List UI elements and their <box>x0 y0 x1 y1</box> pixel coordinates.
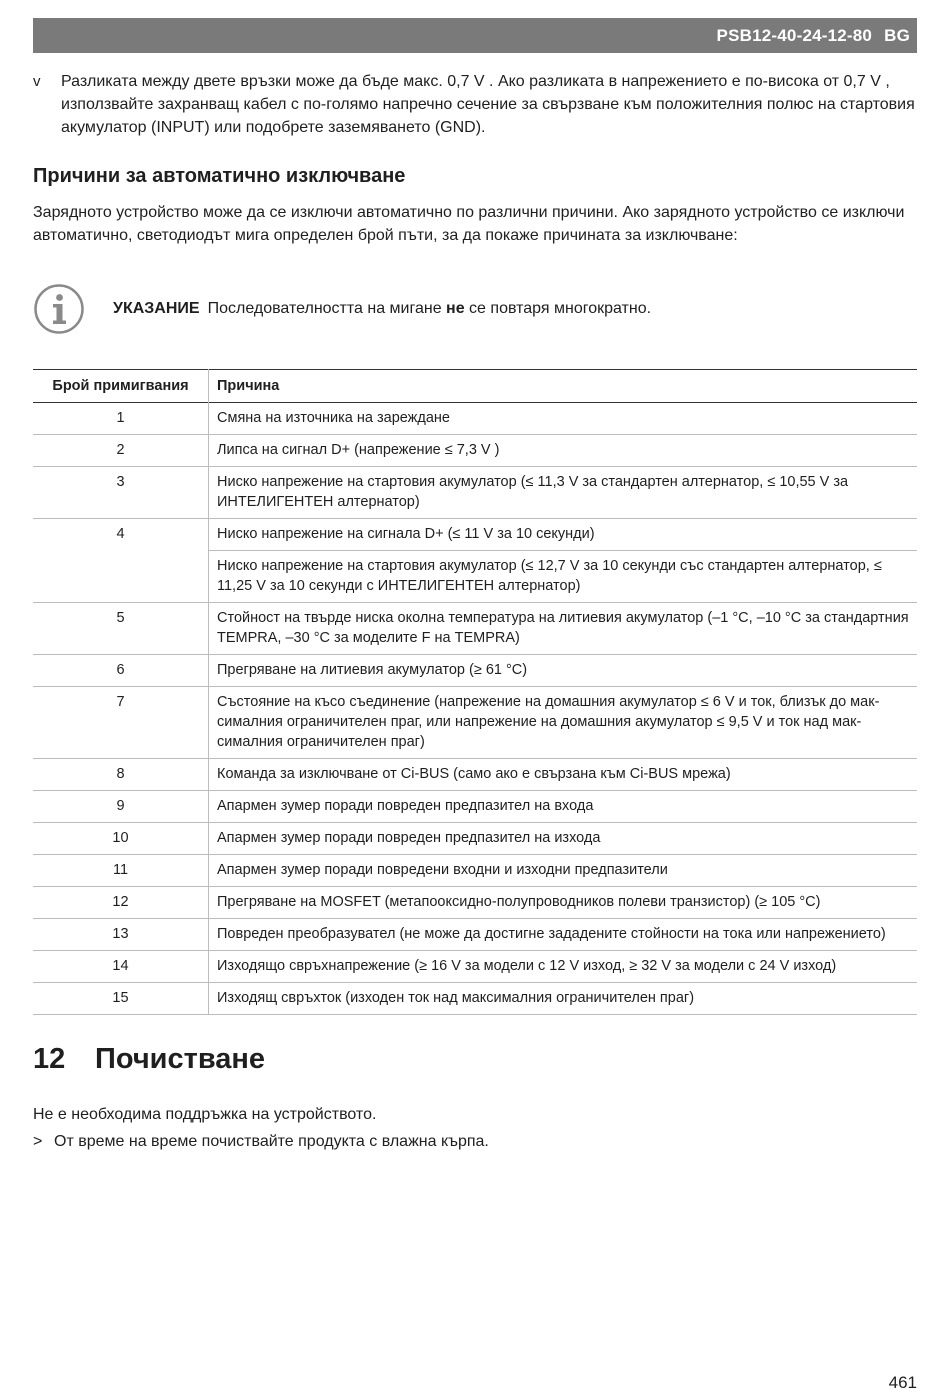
cause: Апармен зумер поради повредени входни и изходни предпазители <box>209 855 918 887</box>
blink-count: 5 <box>33 603 209 655</box>
cause: Ниско напрежение на стартовия акумулатор (≤ 11,3 V за стандартен алтернатор, ≤ 10,55 V за ИНТЕЛИГЕНТЕН алтернатор) <box>209 467 918 519</box>
table-row <box>33 759 917 791</box>
table-row <box>33 887 917 919</box>
subsection-title: Причини за автоматично изключване <box>33 165 406 187</box>
cause: Изходящо свръхнапрежение (≥ 16 V за модели с 12 V изход, ≥ 32 V за модели с 24 V изход) <box>209 951 918 983</box>
cause: Ниско напрежение на сигнала D+ (≤ 11 V за 10 секунди) <box>209 519 918 551</box>
model-number: PSB12-40-24-12-80 <box>716 25 873 45</box>
cause: Липса на сигнал D+ (напрежение ≤ 7,3 V ) <box>209 435 918 467</box>
cause: Стойност на твърде ниска околна температура на литиевия акумулатор (–1 °C, –10 °C за стандартния TEMPRA, –30 °C за моделите F на TEMPRA) <box>209 603 918 655</box>
blink-count: 6 <box>33 655 209 687</box>
page-number: 461 <box>888 1373 917 1392</box>
bullet-mark: v <box>33 73 41 90</box>
blink-count: 8 <box>33 759 209 791</box>
cause: Изходящ свръхток (изходен ток над максималния ограничителен праг) <box>209 983 918 1015</box>
note-text-after: се повтаря многократно. <box>464 300 652 317</box>
blink-count: 11 <box>33 855 209 887</box>
table-row <box>33 467 917 519</box>
blink-count: 14 <box>33 951 209 983</box>
blink-count: 7 <box>33 687 209 759</box>
blink-count: 1 <box>33 403 209 435</box>
cause: Прегряване на MOSFET (метапооксидно-полупроводников полеви транзистор) (≥ 105 °C) <box>209 887 918 919</box>
subsection-intro: Зарядното устройство може да се изключи автоматично по различни причини. Ако зарядното устройство се изключи автоматично, светодиодът мига определен брой пъти, за да покаже причината за изключване: <box>33 204 905 244</box>
bullet-item <box>33 70 917 139</box>
blink-count: 4 <box>33 519 209 603</box>
table-row <box>33 919 917 951</box>
step-mark: > <box>33 1133 43 1150</box>
table-row <box>33 519 917 551</box>
cause: Команда за изключване от Ci-BUS (само ако е свързана към Ci-BUS мрежа) <box>209 759 918 791</box>
section-heading <box>33 1041 917 1077</box>
note-box <box>33 281 917 337</box>
blink-count: 15 <box>33 983 209 1015</box>
table-row <box>33 983 917 1015</box>
note-text-before: Последователността на мигане <box>207 300 447 317</box>
table-row <box>33 603 917 655</box>
cause: Апармен зумер поради повреден предпазител на изхода <box>209 823 918 855</box>
step-item <box>33 1130 917 1153</box>
section-text: Не е необходима поддръжка на устройството. <box>33 1106 377 1123</box>
table-header-row <box>33 370 917 403</box>
bullet-text: Разликата между двете връзки може да бъде макс. 0,7 V . Ако разликата в напрежението е по-висока от 0,7 V , използвайте захранващ кабел с по-голямо напречно сечение за свързване към положителния полюс на стартовия акумулатор (INPUT) или подобрете заземяването (GND). <box>61 73 915 136</box>
section-title: Почистване <box>95 1043 266 1075</box>
page-header-bar <box>33 18 917 53</box>
blink-count: 9 <box>33 791 209 823</box>
cause: Състояние на късо съединение (напрежение на домашния акумулатор ≤ 6 V и ток, близък до максималния ограничителен праг, или напрежение на домашния акумулатор ≤ 9,5 V и ток над максималния ограничителен праг) <box>209 687 918 759</box>
blink-count: 3 <box>33 467 209 519</box>
table-row <box>33 855 917 887</box>
cause: Ниско напрежение на стартовия акумулатор (≤ 12,7 V за 10 секунди със стандартен алтернатор, ≤ 11,25 V за 10 секунди с ИНТЕЛИГЕНТЕН алтернатор) <box>209 551 918 603</box>
header-blink-count: Брой примигвания <box>33 370 209 403</box>
table-row <box>33 791 917 823</box>
blink-count: 2 <box>33 435 209 467</box>
header-cause: Причина <box>217 378 280 394</box>
step-text: От време на време почиствайте продукта с влажна кърпа. <box>54 1133 489 1150</box>
note-label: УКАЗАНИЕ <box>113 300 200 317</box>
table-row <box>33 951 917 983</box>
table-row <box>33 655 917 687</box>
blink-count: 13 <box>33 919 209 951</box>
info-icon <box>33 283 85 335</box>
note-text-bold: не <box>446 300 465 317</box>
language-code: BG <box>884 25 910 45</box>
page-content <box>33 70 917 1153</box>
table-row <box>33 435 917 467</box>
cause: Повреден преобразувател (не може да достигне зададените стойности на тока или напрежението) <box>209 919 918 951</box>
cause: Прегряване на литиевия акумулатор (≥ 61 °C) <box>209 655 918 687</box>
cause: Апармен зумер поради повреден предпазител на входа <box>209 791 918 823</box>
note-text <box>113 300 651 318</box>
table-row <box>33 687 917 759</box>
blink-count: 10 <box>33 823 209 855</box>
cause: Смяна на източника на зареждане <box>209 403 918 435</box>
section-number: 12 <box>33 1043 66 1075</box>
table-row <box>33 823 917 855</box>
table-row <box>33 403 917 435</box>
blink-code-table <box>33 369 917 1015</box>
blink-count: 12 <box>33 887 209 919</box>
